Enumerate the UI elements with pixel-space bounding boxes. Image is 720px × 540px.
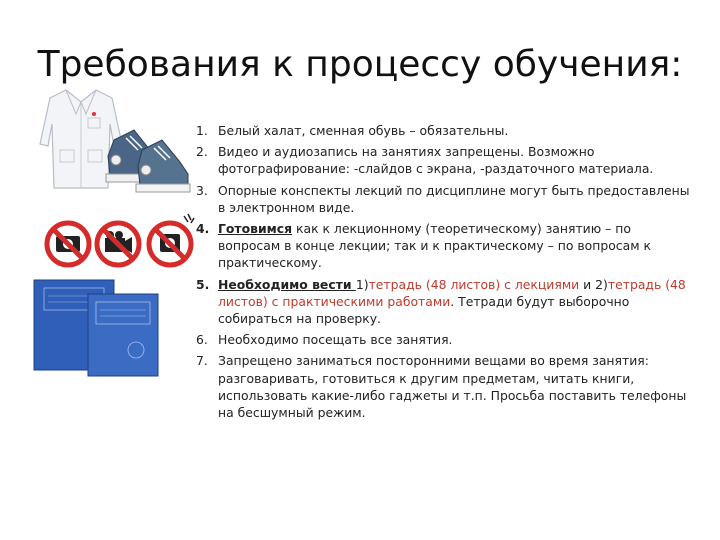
item-number: 2. xyxy=(196,144,208,160)
item-number: 3. xyxy=(196,182,208,198)
item-text: Запрещено заниматься посторонними вещами во время занятия: разговаривать, готовиться к другим предметам, читать книги, использовать какие-либо гаджеты и т.п. Просьба поставить телефоны на бесшумный режим. xyxy=(218,353,687,421)
item-text: и 2) xyxy=(579,276,608,292)
item-number: 1. xyxy=(196,123,208,138)
item-text: Опорные конспекты лекций по дисциплине могут быть предоставлены в электронном виде. xyxy=(218,182,690,215)
item-text: Видео и аудиозапись на занятиях запрещены. Возможно фотографирование: -слайдов с экрана, -раздаточного материала. xyxy=(218,144,654,177)
notebook-image xyxy=(32,278,160,378)
slide-title: Требования к процессу обучения: xyxy=(37,44,683,85)
item-lead: Необходимо вести xyxy=(218,276,356,292)
list-item xyxy=(196,182,696,216)
list-item xyxy=(196,352,696,421)
item-highlight: тетрадь (48 листов) с практическими работами xyxy=(218,276,686,309)
no-video-sign xyxy=(97,223,139,265)
item-text: Белый халат, сменная обувь – обязательны. xyxy=(218,123,509,138)
item-number: 7. xyxy=(196,353,208,369)
item-lead: Готовимся xyxy=(218,221,293,237)
sneakers-image xyxy=(100,120,195,195)
item-text: Необходимо посещать все занятия. xyxy=(218,332,453,348)
list-item xyxy=(196,276,696,328)
item-text: 1) xyxy=(355,276,369,292)
list-item xyxy=(196,122,696,139)
list-item xyxy=(196,331,696,348)
item-text: как к лекционному (теоретическому) занятию – по вопросам в конце лекции; так и к практическому – по вопросам к практическому. xyxy=(218,221,651,271)
list-item xyxy=(196,143,696,177)
no-phone-sign xyxy=(149,214,194,265)
item-highlight: тетрадь (48 листов) с лекциями xyxy=(368,276,580,292)
no-photo-sign xyxy=(47,223,89,265)
list-item xyxy=(196,220,696,272)
requirements-list xyxy=(196,122,696,425)
item-text: . Тетради будут выборочно собираться на проверку. xyxy=(218,293,630,327)
item-number: 4. xyxy=(196,221,210,237)
item-number: 6. xyxy=(196,332,208,348)
item-number: 5. xyxy=(196,276,210,292)
prohibition-signs xyxy=(40,210,198,270)
